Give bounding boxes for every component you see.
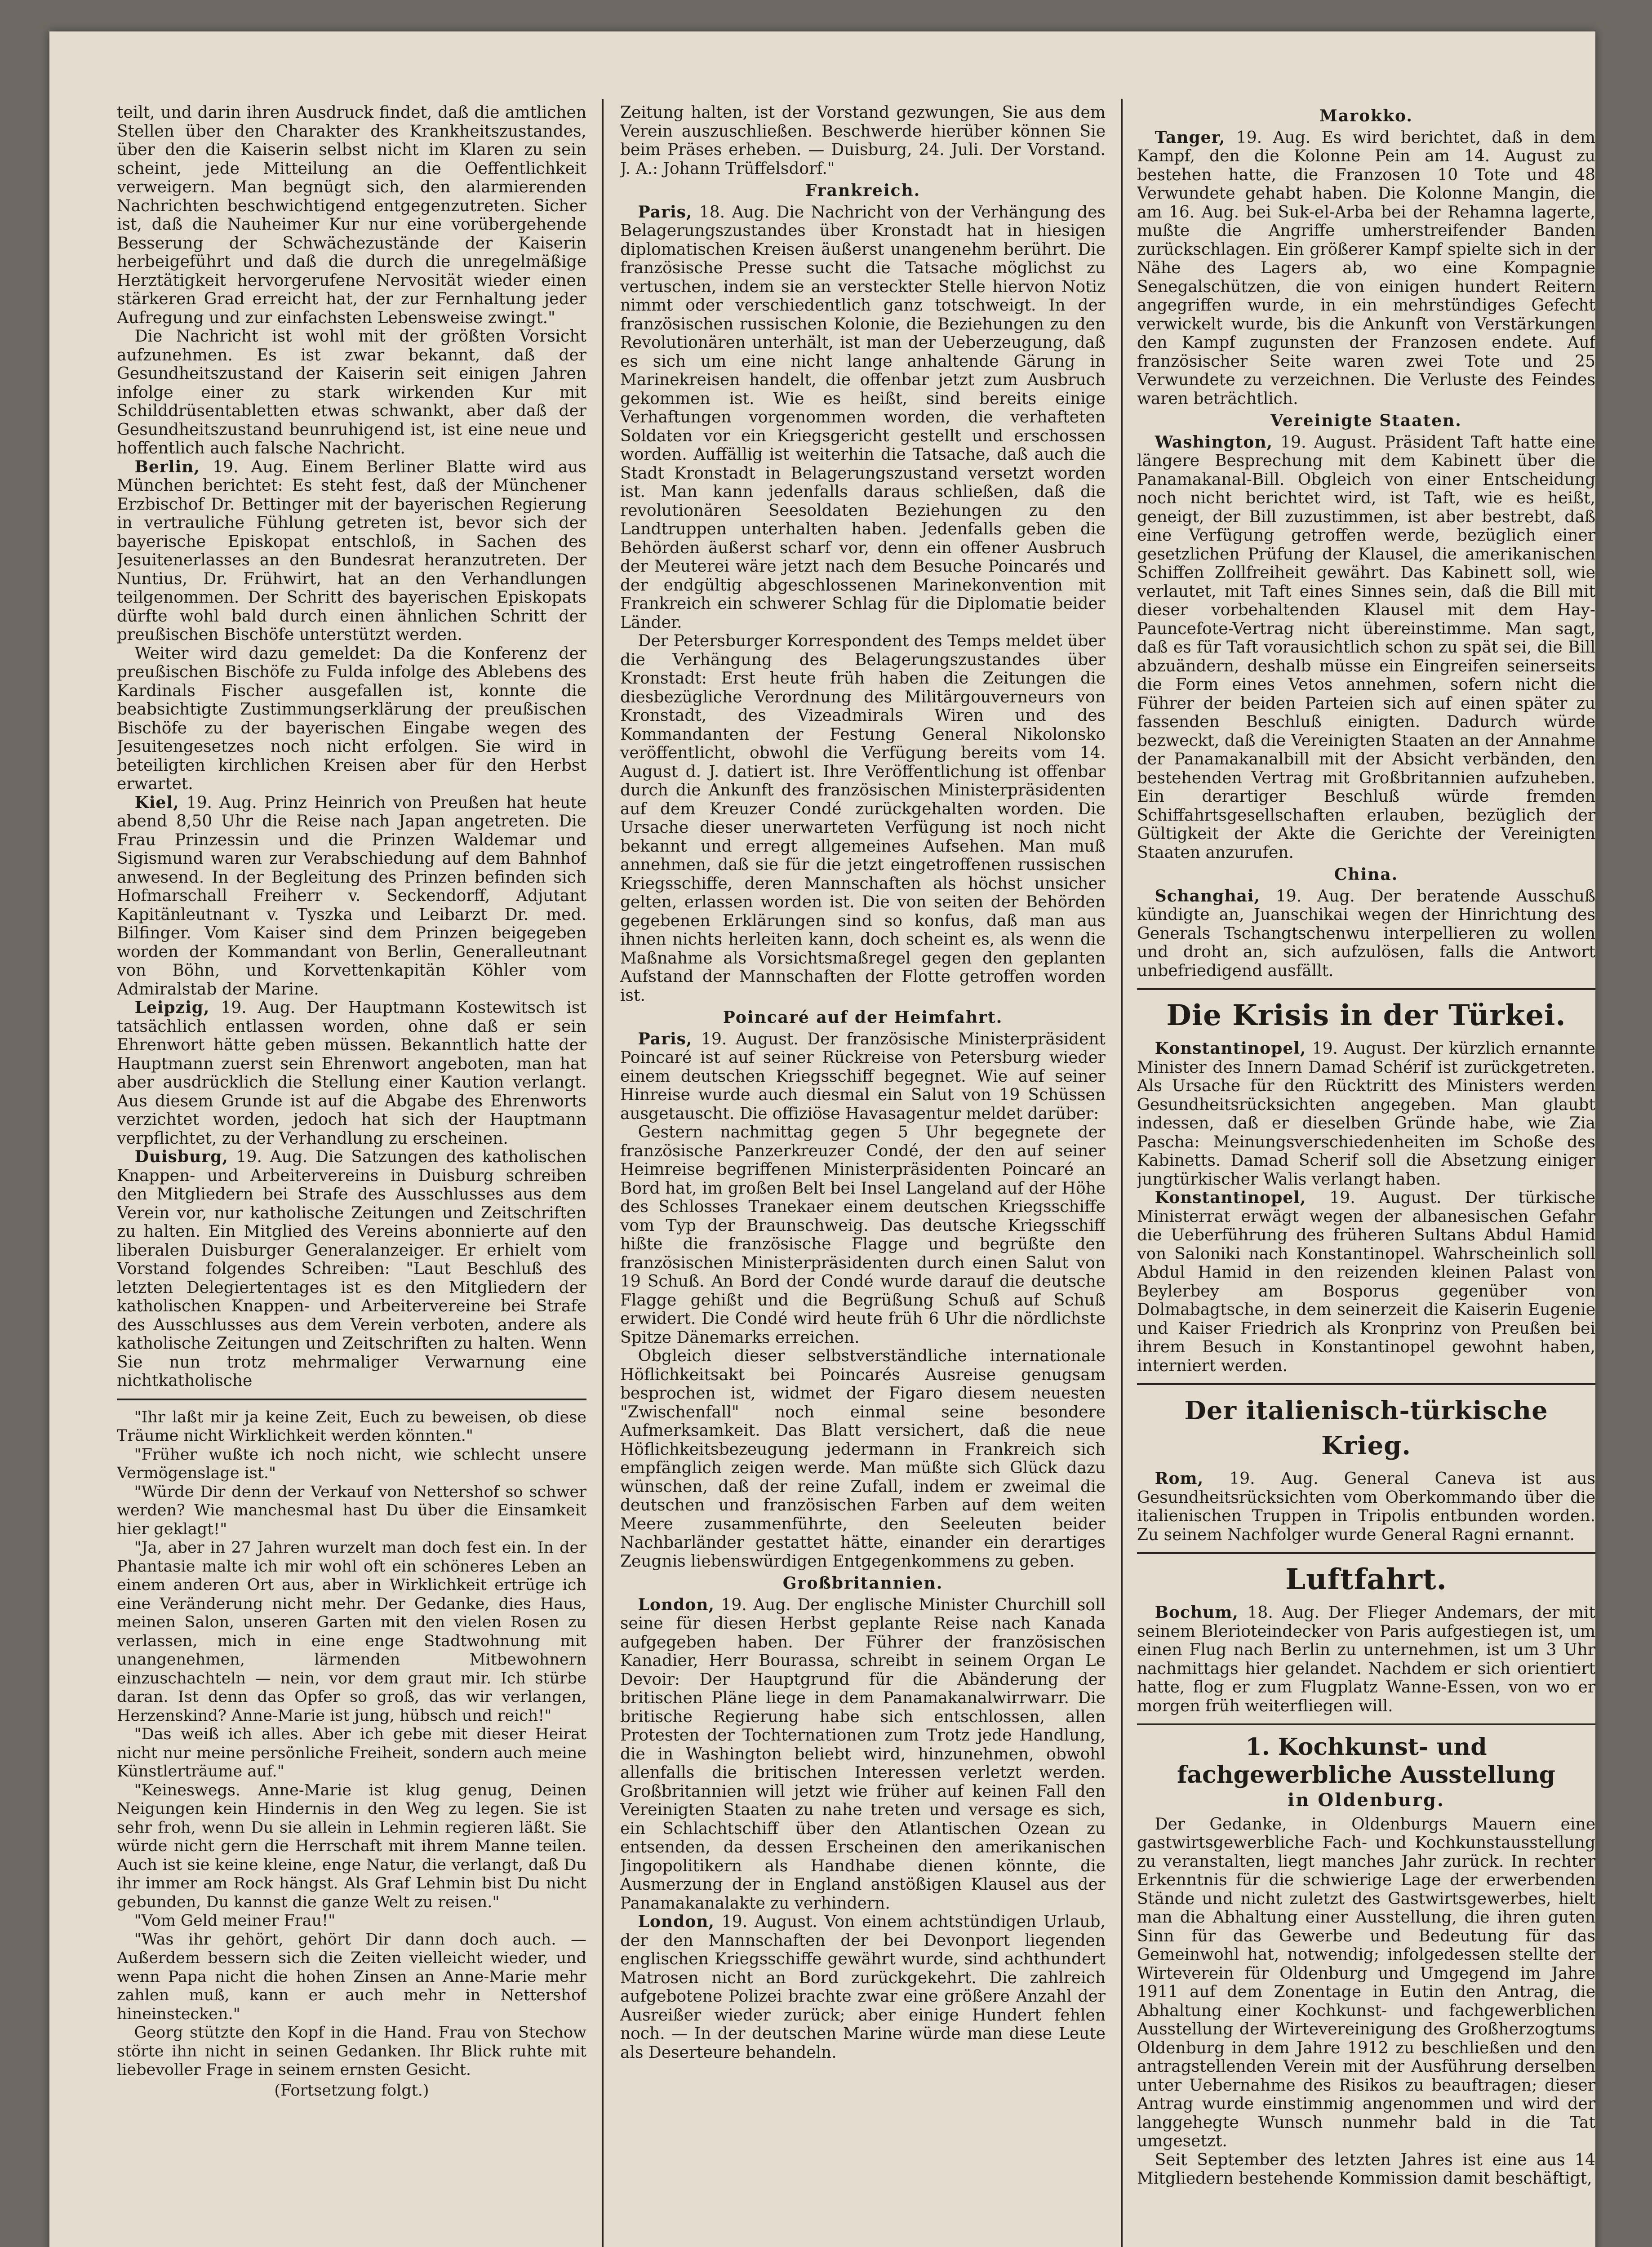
column-2 [620,103,1106,2247]
section-heading-marokko: Marokko. [1319,107,1413,125]
section-heading-grossbritannien: Großbritannien. [782,1574,943,1593]
news-text: 19. Aug. Es wird berichtet, daß in dem Kampf, den die Kolonne Pein am 14. August zu bestehen hatte, die Franzosen 10 Tote und 48 Verwundete gehabt haben. Die Kolonne Mangin, die am 16. Aug. bei Suk-el-Arba bei der Rehamna lagerte, mußte die Angriffe umherstreifender Banden zurückschlagen. Ein größerer Kampf spielte sich in der Nähe des Lagers ab, wo eine Kompagnie Senegalschützen, die von einigen hundert Reitern angegriffen wurde, in ein mehrstündiges Gefecht verwickelt wurde, bis die Ankunft von Verstärkungen den Kampf zugunsten der Franzosen endete. Auf französischer Seite waren zwei Tote und 25 Verwundete zu verzeichnen. Die Verluste des Feindes waren beträchtlich. [1137,128,1595,408]
paragraph: Obgleich dieser selbstverständliche internationale Höflichkeitsakt bei Poincarés Ausreise genugsam besprochen ist, widmet der Figaro diesem neuesten "Zwischenfall" noch einmal seine besondere Aufmerksamkeit. Das Blatt versichert, daß die neue Höflichkeitsbezeugung jedermann in Frankreich sich empfänglich zeigen werde. Man müßte sich Glück dazu wünschen, daß der reine Zufall, indem er zweimal die deutschen und französischen Farben auf dem weiten Meere zusammenführte, den Seeleuten beider Nachbarländer gestattet hätte, einander ein derartiges Zeugnis liebenswürdigen Entgegenkommens zu geben. [620,1347,1106,1571]
paragraph: Der Petersburger Korrespondent des Temps meldet über die Verhängung des Belagerungszustandes über Kronstadt: Erst heute früh haben die Zeitungen die diesbezügliche Verordnung des Militärgouverneurs von Kronstadt, des Vizeadmirals Wiren und des Kommandanten der Festung General Nikolonsko veröffentlicht, obwohl die Verfügung bereits vom 14. August d. J. datiert ist. Ihre Veröffentlichung ist offenbar durch die Ankunft des französischen Ministerpräsidenten auf dem Kreuzer Condé zurückgehalten worden. Die Ursache dieser unerwarteten Verfügung ist noch nicht bekannt und erregt allgemeines Aufsehen. Man muß annehmen, daß sie für die jetzt eingetroffenen russischen Kriegsschiffe, deren Mannschaften als höchst unsicher gelten, erlassen worden ist. Die von seiten der Behörden gegebenen Erklärungen sind so konfus, daß man aus ihnen nichts herleiten kann, doch scheint es, als wenn die Maßnahme als Vorsichtsmaßregel gegen den geplanten Aufstand der Mannschaften der Flotte getroffen worden ist. [620,632,1106,1005]
paragraph: "Das weiß ich alles. Aber ich gebe mit dieser Heirat nicht nur meine persönliche Freiheit, sondern auch meine Künstlerträume auf." [117,1725,586,1781]
dateline: Konstantinopel, [1155,1188,1306,1207]
news-item-berlin [117,458,586,644]
news-item-paris [620,203,1106,632]
section-heading-china: China. [1334,865,1399,884]
paragraph: "Ja, aber in 27 Jahren wurzelt man doch fest ein. In der Phantasie malte ich mir wohl oft ein schöneres Leben an einem anderen Ort aus, aber in Wirklichkeit ertrüge ich eine Veränderung nicht mehr. Der Gedanke, dies Haus, meinen Salon, unseren Garten mit den vielen Rosen zu verlassen, mich in eine enge Stadtwohnung mit unangenehmen, lärmenden Mitbewohnern einzuschachteln — nein, vor dem graut mir. Ich stürbe daran. Ist denn das Opfer so groß, das wir verlangen, Herzenskind? Anne-Marie ist jung, hübsch und reich!" [117,1539,586,1725]
dateline: Rom, [1155,1469,1204,1488]
dateline: Bochum, [1155,1603,1239,1622]
paragraph: "Was ihr gehört, gehört Dir dann doch auch. — Außerdem bessern sich die Zeiten vielleicht wieder, und wenn Papa nicht die hohen Zinsen an Anne-Marie mehr zahlen muß, kann er auch mehr in Nettershof hineinstecken." [117,1930,586,2023]
news-text: 19. August. Präsident Taft hatte eine längere Besprechung mit dem Kabinett über die Panamakanal-Bill. Obgleich von einer Entscheidung noch nicht berichtet wird, ist Taft, wie es heißt, geneigt, der Bill zuzustimmen, ist aber bestrebt, daß eine Verfügung getroffen werde, bezüglich einer gesetzlichen Prüfung der Klausel, die amerikanischen Schiffen Zollfreiheit gewährt. Das Kabinett soll, wie verlautet, mit Taft eines Sinnes sein, daß die Bill mit dieser vorbehaltenden Klausel mit dem Hay-Pauncefote-Vertrag nicht übereinstimme. Man sagt, daß es für Taft vorausichtlich schon zu spät sei, die Bill abzuändern, deshalb müsse ein Eingreifen seinerseits die Form eines Vetos annehmen, sofern nicht die Führer der beiden Parteien sich auf einen später zu fassenden Beschluß einigten. Dadurch würde bezweckt, daß die Vereinigten Staaten an der Annahme der Panamakanalbill mit der Absicht verbänden, den bestehenden Vertrag mit Großbritannien aufzuheben. Ein derartiger Beschluß würde fremden Schiffahrtsgesellschaften erlauben, bezüglich der Gültigkeit der Akte die Gerichte der Vereinigten Staaten anzurufen. [1137,433,1595,862]
news-item-konstantinopel [1137,1189,1595,1375]
dateline: Schanghai, [1155,886,1261,906]
paragraph: Zeitung halten, ist der Vorstand gezwungen, Sie aus dem Verein auszuschließen. Beschwerde hierüber können Sie beim Präses erheben. — Duisburg, 24. Juli. Der Vorstand. J. A.: Johann Trüffelsdorf." [620,103,1106,178]
paragraph: Weiter wird dazu gemeldet: Da die Konferenz der preußischen Bischöfe zu Fulda infolge des Ablebens des Kardinals Fischer ausgefallen ist, konnte die beabsichtigte Zustimmungserklärung der preußischen Bischöfe zu der bayerischen Eingabe wegen des Jesuitengesetzes noch nicht erfolgen. Sie wird in beteiligten kirchlichen Kreisen aber für den Herbst erwartet. [117,644,586,793]
news-item-tanger [1137,129,1595,409]
headline-luftfahrt: Luftfahrt. [1285,1563,1447,1596]
news-text: 19. Aug. Der englische Minister Churchill soll seine für diesen Herbst geplante Reise nach Kanada aufgegeben haben. Der Führer der französischen Kanadier, Herr Bourassa, schreibt in seinem Organ Le Devoir: Der Hauptgrund für die Abänderung der britischen Pläne liege in dem Panamakanalwirrwarr. Die britische Regierung habe sich entschlossen, allen Protesten der Tochternationen zum Trotz jede Handlung, die in Washington beliebt wird, hinzunehmen, obwohl allenfalls die britischen Interessen verletzt werden. Großbritannien will jetzt wie früher auf keinen Fall den Vereinigten Staaten zu nahe treten und versage es sich, ein Schlachtschiff über den Atlantischen Ozean zu entsenden, da dessen Erscheinen den amerikanischen Jingopolitikern als Handhabe dienen könnte, die Ausmerzung der in England anstößigen Klausel aus der Panamakanalakte zu verhindern. [620,1595,1106,1913]
dateline: Tanger, [1155,128,1226,147]
dateline: Washington, [1155,432,1273,452]
news-text: 18. Aug. Der Flieger Andemars, der mit seinem Blerioteindecker von Paris aufgestiegen ist, um einen Flug nach Berlin zu unternehmen, ist um 3 Uhr nachmittags hier gelandet. Nachdem er sich orientiert hatte, flog er zum Flugplatz Wanne-Essen, von wo er morgen früh weiterfliegen will. [1137,1603,1595,1715]
paragraph: Georg stützte den Kopf in die Hand. Frau von Stechow störte ihn nicht in seinen Gedanken. Ihr Blick ruhte mit liebevoller Frage in seinem ernsten Gesicht. [117,2024,586,2079]
newspaper-page [49,31,1595,2247]
column-divider [602,99,604,2247]
headline-krieg: Der italienisch-türkische Krieg. [1184,1396,1548,1461]
news-text: 19. August. Von einem achtstündigen Urlaub, der den Mannschaften der bei Devonport liegenden englischen Kriegsschiffe gewährt wurde, sind achthundert Matrosen nicht an Bord zurückgekehrt. Die zahlreich aufgebotene Polizei brachte zwar eine größere Anzahl der Ausreißer wieder zurück; aber einige Hundert fehlen noch. — In der deutschen Marine würde man diese Leute als Deserteure behandeln. [620,1913,1106,2062]
news-item-london [620,1596,1106,1913]
section-heading-frankreich: Frankreich. [805,181,921,200]
dateline: Paris, [638,1029,693,1048]
news-item-leipzig [117,999,586,1148]
dateline: London, [638,1912,715,1931]
paragraph: Die Nachricht ist wohl mit der größten Vorsicht aufzunehmen. Es ist zwar bekannt, daß der Gesundheitszustand der Kaiserin seit einigen Jahren infolge einer zu stark wirkenden Kur mit Schilddrüsentabletten etwas schwankt, aber daß der Gesundheitszustand beunruhigend ist, ist eine neue und hoffentlich auch falsche Nachricht. [117,327,586,457]
news-item-schanghai [1137,887,1595,981]
news-item-washington [1137,433,1595,862]
paragraph: "Früher wußte ich noch nicht, wie schlecht unsere Vermögenslage ist." [117,1445,586,1482]
news-text: 19. Aug. Die Satzungen des katholischen Knappen- und Arbeitervereins in Duisburg schreiben den Mitgliedern bei Strafe des Ausschlusses aus dem Verein vor, nur katholische Zeitungen und Zeitschriften zu halten. Ein Mitglied des Vereins abonnierte auf den liberalen Duisburger Generalanzeiger. Er erhielt vom Vorstand folgendes Schreiben: "Laut Beschluß des letzten Delegiertentages ist es den Mitgliedern der katholischen Knappen- und Arbeitervereine bei Strafe des Ausschlusses aus dem Verein verboten, andere als katholische Zeitungen und Zeitschriften zu halten. Wenn Sie nun trotz mehrmaliger Verwarnung eine nichtkatholische [117,1148,586,1390]
news-text: 19. Aug. Einem Berliner Blatte wird aus München berichtet: Es steht fest, daß der Münchener Erzbischof Dr. Bettinger mit der bayerischen Regierung in vertrauliche Fühlung getreten ist, bevor sich der bayerische Episkopat entschloß, in Sachen des Jesuitenerlasses an den Bundesrat heranzutreten. Der Nuntius, Dr. Frühwirt, hat an den Verhandlungen teilgenommen. Der Schritt des bayerischen Episkopats dürfte wohl bald durch einen ähnlichen Schritt der preußischen Bischöfe unterstützt werden. [117,457,586,644]
news-item-konstantinopel [1137,1039,1595,1189]
news-item-bochum [1137,1603,1595,1715]
column-divider [1121,99,1123,2247]
paragraph: teilt, und darin ihren Ausdruck findet, daß die amtlichen Stellen über den Charakter des Krankheitszustandes, über den die Kaiserin selbst nicht im Klaren zu sein scheint, jede Mitteilung an die Oeffentlichkeit verweigern. Man begnügt sich, den alarmierenden Nachrichten beschwichtigend entgegenzutreten. Sicher ist, daß die Nauheimer Kur nur eine vorübergehende Besserung der Schwächezustände der Kaiserin herbeigeführt und daß die durch die unregelmäßige Herztätigkeit hervorgerufene Nervosität wieder einen stärkeren Grad erreicht hat, der zur Fernhaltung jeder Aufregung und zur einfachsten Lebensweise zwingt." [117,103,586,327]
dateline: Paris, [638,202,693,222]
paragraph: "Keineswegs. Anne-Marie ist klug genug, Deinen Neigungen kein Hindernis in den Weg zu legen. Sie ist sehr froh, wenn Du sie allein in Lehmin regieren läßt. Sie würde nicht gern die Herrschaft mit ihrem Manne teilen. Auch ist sie keine kleine, enge Natur, die verlangt, daß Du ihr immer am Rock hängst. Als Graf Lehmin bist Du nicht gebunden, Du kannst die ganze Welt zu reisen." [117,1781,586,1911]
paragraph: "Würde Dir denn der Verkauf von Nettershof so schwer werden? Wie manchesmal hast Du über die Einsamkeit hier geklagt!" [117,1483,586,1538]
section-heading-poincare: Poincaré auf der Heimfahrt. [723,1008,1003,1027]
news-text: 19. August. Der türkische Ministerrat erwägt wegen der albanesischen Gefahr die Ueberführung des früheren Sultans Abdul Hamid von Saloniki nach Konstantinopel. Wahrscheinlich soll Abdul Hamid in den reizenden kleinen Palast von Beylerbey am Bosporus gegenüber von Dolmabagtsche, in dem seinerzeit die Kaiserin Eugenie und Kaiser Friedrich als Kronprinz von Preußen bei ihrem Besuch in Konstantinopel gewohnt haben, interniert werden. [1137,1189,1595,1375]
dateline: Leipzig, [134,998,210,1017]
section-divider [1137,1383,1595,1385]
news-text: 19. August. Der kürzlich ernannte Minister des Innern Damad Schérif ist zurückgetreten. Als Ursache für den Rücktritt des Ministers werden Gesundheitsrücksichten angegeben. Man glaubt indessen, daß er dieselben Gründe habe, wie Zia Pascha: Meinungsverschiedenheiten im Schoße des Kabinetts. Damad Scherif soll die Absetzung einiger jungtürkischer Walis verlangt haben. [1137,1039,1595,1189]
section-divider [1137,988,1595,990]
news-text: 19. Aug. Der beratende Ausschuß kündigte an, Juanschikai wegen der Hinrichtung des Generals Tschangtschenwu interpellieren zu wollen und droht an, sich aufzulösen, falls die Antwort unbefriedigend ausfällt. [1137,887,1595,980]
column-1 [117,103,586,2247]
headline-ausstellung: 1. Kochkunst- und fachgewerbliche Ausstellung [1177,1733,1556,1789]
feuilleton-divider [117,1399,586,1400]
news-item-paris [620,1030,1106,1124]
news-text: 19. Aug. Der Hauptmann Kostewitsch ist tatsächlich entlassen worden, ohne daß er sein Ehrenwort hätte geben müssen. Bekanntlich hatte der Hauptmann zuerst sein Ehrenwort angeboten, man hat aber ausdrücklich die Stellung einer Kaution verlangt. Aus diesem Grunde ist auf die Abgabe des Ehrenworts verzichtet worden, jedoch hat sich der Hauptmann verpflichtet, zu der Verhandlung zu erscheinen. [117,999,586,1148]
news-item-kiel [117,794,586,999]
section-heading-usa: Vereinigte Staaten. [1270,411,1462,430]
section-divider [1137,1723,1595,1725]
feuilleton [117,1408,586,2100]
section-divider [1137,1552,1595,1554]
dateline: Kiel, [134,793,179,812]
column-3 [1137,103,1595,2247]
headline-ausstellung-sub: in Oldenburg. [1288,1790,1445,1811]
news-item-rom [1137,1470,1595,1544]
news-text: 19. Aug. General Caneva ist aus Gesundheitsrücksichten vom Oberkommando über die italienischen Truppen in Tripolis entbunden worden. Zu seinem Nachfolger wurde General Ragni ernannt. [1137,1470,1595,1544]
paragraph: Der Gedanke, in Oldenburgs Mauern eine gastwirtsgewerbliche Fach- und Kochkunstausstellung zu veranstalten, liegt manches Jahr zurück. In rechter Erkenntnis für die schwierige Lage der erwerbenden Stände und nicht zuletzt des Gastwirtsgewerbes, hielt man die Abhaltung einer Ausstellung, die ihren guten Sinn für das Gewerbe und Bedeutung für das Gemeinwohl hat, notwendig; infolgedessen stellte der Wirteverein für Oldenburg und Umgegend im Jahre 1911 auf dem Zonentage in Eutin den Antrag, die Abhaltung einer Kochkunst- und fachgewerblichen Ausstellung der Wirtevereinigung des Großherzogtums Oldenburg in dem Jahre 1912 zu beschließen und den antragstellenden Verein mit der Ausführung derselben unter Uebernahme des Risikos zu beauftragen; dieser Antrag wurde einstimmig angenommen und wird der langgehegte Wunsch nunmehr bald in die Tat umgesetzt. [1137,1815,1595,2150]
dateline: London, [638,1595,715,1614]
news-item-duisburg [117,1148,586,1390]
paragraph: Seit September des letzten Jahres ist eine aus 14 Mitgliedern bestehende Kommission damit beschäftigt, [1137,2150,1595,2188]
paragraph: Gestern nachmittag gegen 5 Uhr begegnete der französische Panzerkreuzer Condé, der den auf seiner Heimreise begriffenen Ministerpräsidenten Poincaré an Bord hat, im großen Belt bei Insel Langeland auf der Höhe des Schlosses Tranekaer einem deutschen Kriegsschiffe vom Typ der Braunschweig. Das deutsche Kriegsschiff hißte die französische Flagge und begrüßte den französischen Ministerpräsidenten durch einen Salut von 19 Schuß. An Bord der Condé wurde darauf die deutsche Flagge gehißt und die Begrüßung Schuß auf Schuß erwidert. Die Condé wird heute früh 6 Uhr die nördlichste Spitze Dänemarks erreichen. [620,1123,1106,1347]
paragraph: "Ihr laßt mir ja keine Zeit, Euch zu beweisen, ob diese Träume nicht Wirklichkeit werden könnten." [117,1408,586,1445]
news-text: 19. Aug. Prinz Heinrich von Preußen hat heute abend 8,50 Uhr die Reise nach Japan angetreten. Die Frau Prinzessin und die Prinzen Waldemar und Sigismund waren zur Verabschiedung auf dem Bahnhof anwesend. In der Begleitung des Prinzen befinden sich Hofmarschall Freiherr v. Seckendorff, Adjutant Kapitänleutnant v. Tyszka und Leibarzt Dr. med. Bilfinger. Vom Kaiser sind dem Prinzen beigegeben worden der Kommandant von Berlin, Generalleutnant von Böhn, und Korvettenkapitän Köhler vom Admiralstab der Marine. [117,793,586,999]
dateline: Berlin, [134,457,200,476]
paragraph: "Vom Geld meiner Frau!" [134,1912,336,1930]
news-text: 18. Aug. Die Nachricht von der Verhängung des Belagerungszustandes über Kronstadt hat in hiesigen diplomatischen Kreisen äußerst unangenehm berührt. Die französische Presse sucht die Tatsache möglichst zu vertuschen, indem sie an versteckter Stelle hiervon Notiz nimmt oder verschiedentlich ganz totschweigt. In der französischen russischen Kolonie, die Beziehungen zu den Revolutionären unterhält, ist man der Ueberzeugung, daß es sich um eine nicht lange anhaltende Gärung in Marinekreisen handelt, die offenbar jetzt zum Ausbruch gekommen ist. Wie es heißt, sind bereits einige Verhaftungen vorgenommen worden, die verhafteten Soldaten vor ein Kriegsgericht gestellt und erschossen worden. Auffällig ist weiterhin die Tatsache, daß auch die Stadt Kronstadt in Belagerungszustand versetzt worden ist. Man kann jedenfalls daraus schließen, daß die revolutionären Seesoldaten Beziehungen zu den Landtruppen unterhalten haben. Jedenfalls geben die Behörden äußerst scharf vor, denn ein offener Ausbruch der Meuterei wäre jetzt nach dem Besuche Poincarés und der endgültig abgeschlossenen Marinekonvention mit Frankreich ein schwerer Schlag für die Diplomatie beider Länder. [620,203,1106,632]
dateline: Konstantinopel, [1155,1039,1306,1058]
continuation-note: (Fortsetzung folgt.) [274,2081,429,2100]
news-text: 19. August. Der französische Ministerpräsident Poincaré ist auf seiner Rückreise von Petersburg wieder einem deutschen Kriegsschiff begegnet. Wie auf seiner Hinreise wurde auch diesmal ein Salut von 19 Schüssen ausgetauscht. Die offiziöse Havasagentur meldet darüber: [620,1030,1106,1123]
headline-krisis: Die Krisis in der Türkei. [1166,999,1566,1032]
news-item-london [620,1913,1106,2062]
dateline: Duisburg, [134,1147,228,1166]
